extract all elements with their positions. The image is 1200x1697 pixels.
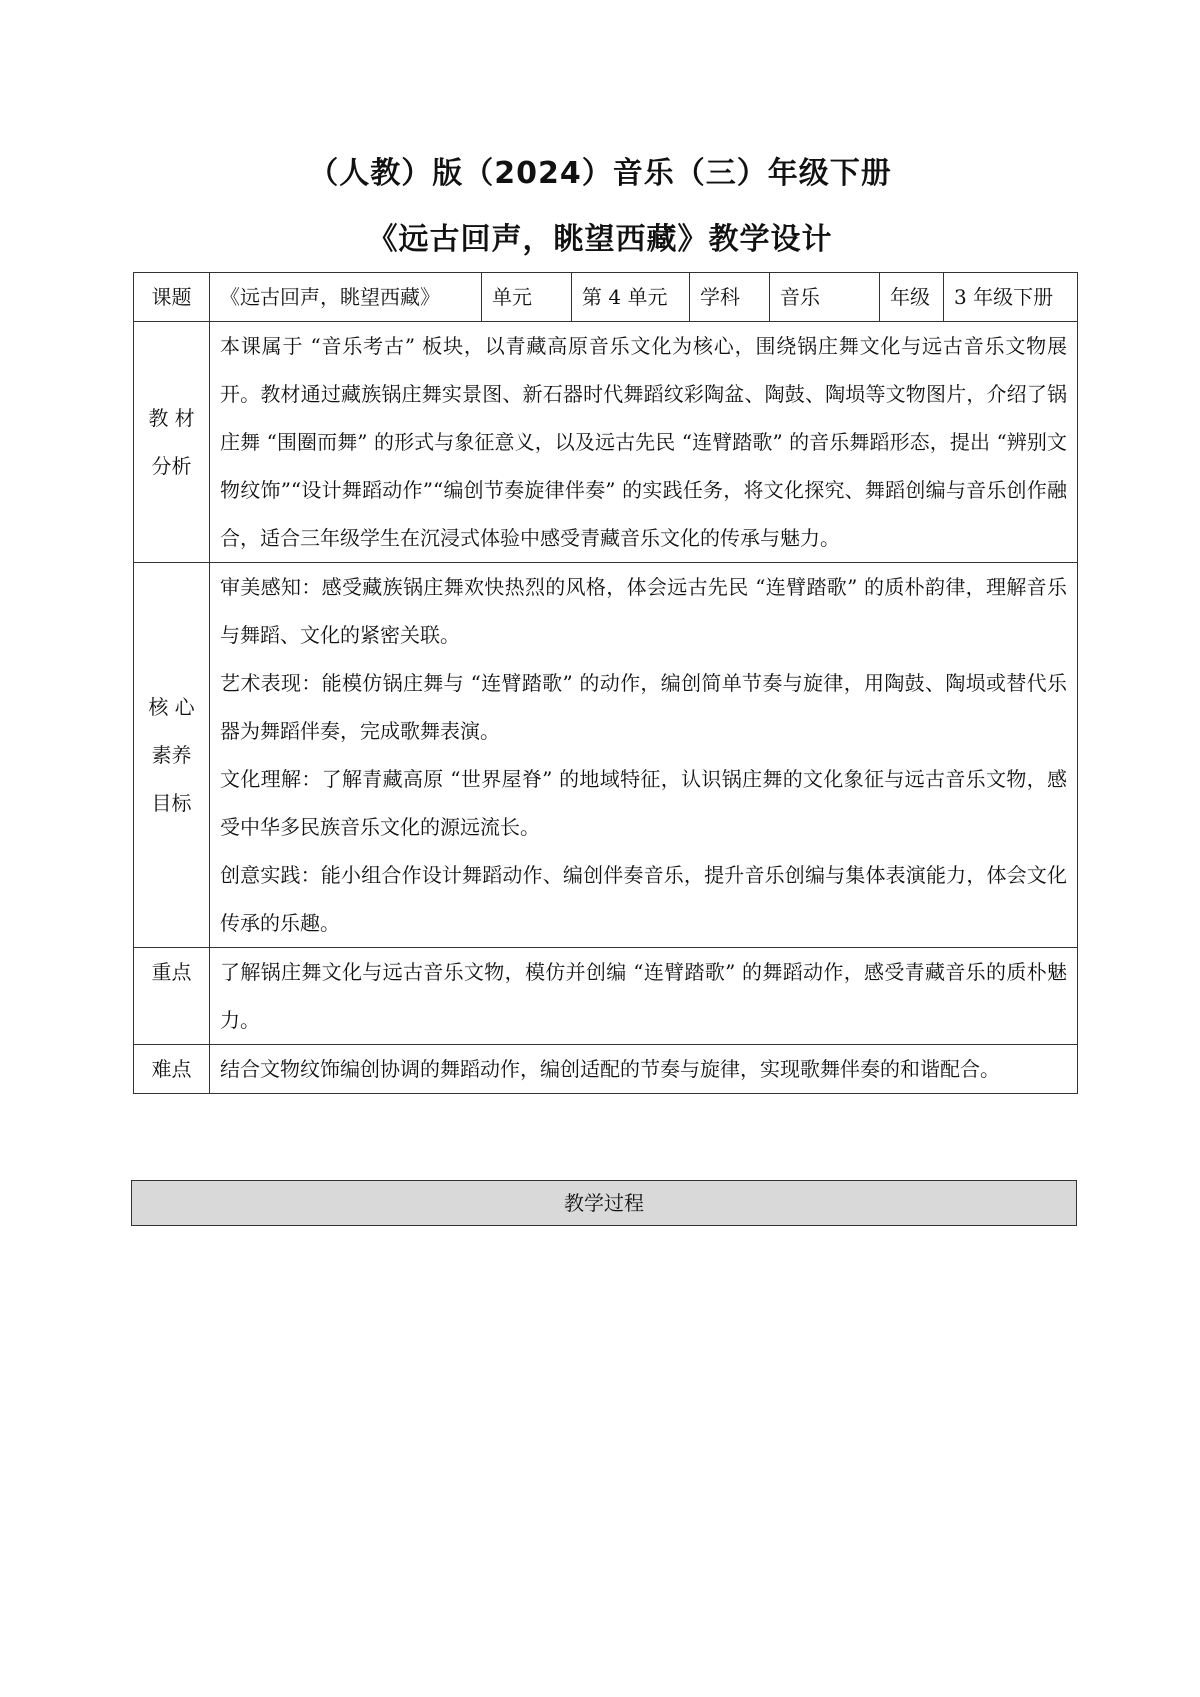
material-analysis-text: 本课属于 “音乐考古” 板块，以青藏高原音乐文化为核心，围绕锅庄舞文化与远古音乐文物展开。教材通过藏族锅庄舞实景图、新石器时代舞蹈纹彩陶盆、陶鼓、陶埙等文物图片，介绍了锅庄舞 “围圈而舞” 的形式与象征意义，以及远古先民 “连臂踏歌” 的音乐舞蹈形态，提出 “辨别文物纹饰”“设计舞蹈动作”“编创节奏旋律伴奏” 的实践任务，将文化探究、舞蹈创编与音乐创作融合，适合三年级学生在沉浸式体验中感受青藏音乐文化的传承与魅力。 xyxy=(210,322,1078,563)
difficulty-text: 结合文物纹饰编创协调的舞蹈动作，编创适配的节奏与旋律，实现歌舞伴奏的和谐配合。 xyxy=(210,1045,1078,1094)
difficulty-label: 难点 xyxy=(134,1045,210,1094)
grade-label: 年级 xyxy=(880,273,944,322)
goal-creative: 创意实践：能小组合作设计舞蹈动作、编创伴奏音乐，提升音乐创编与集体表演能力，体会文化传承的乐趣。 xyxy=(220,863,1067,935)
key-point-text: 了解锅庄舞文化与远古音乐文物，模仿并创编 “连臂踏歌” 的舞蹈动作，感受青藏音乐的质朴魅力。 xyxy=(210,948,1078,1045)
goal-artistic: 艺术表现：能模仿锅庄舞与 “连臂踏歌” 的动作，编创简单节奏与旋律，用陶鼓、陶埙或替代乐器为舞蹈伴奏，完成歌舞表演。 xyxy=(220,671,1067,743)
subject-label: 学科 xyxy=(690,273,770,322)
teaching-process-header: 教学过程 xyxy=(131,1180,1077,1226)
difficulty-row xyxy=(134,1045,1078,1094)
subject-value: 音乐 xyxy=(770,273,880,322)
key-point-row xyxy=(134,948,1078,1045)
doc-title-line2: 《远古回声，眺望西藏》教学设计 xyxy=(367,222,833,257)
core-goals-row xyxy=(134,563,1078,948)
topic-label: 课题 xyxy=(134,273,210,322)
goal-aesthetic: 审美感知：感受藏族锅庄舞欢快热烈的风格，体会远古先民 “连臂踏歌” 的质朴韵律，理解音乐与舞蹈、文化的紧密关联。 xyxy=(220,575,1067,647)
grade-value: 3 年级下册 xyxy=(944,273,1078,322)
doc-title-line1: （人教）版（2024）音乐（三）年级下册 xyxy=(308,156,892,191)
unit-value: 第 4 单元 xyxy=(572,273,690,322)
goal-cultural: 文化理解：了解青藏高原 “世界屋脊” 的地域特征，认识锅庄舞的文化象征与远古音乐文物，感受中华多民族音乐文化的源远流长。 xyxy=(220,767,1067,839)
unit-label: 单元 xyxy=(482,273,572,322)
core-goals-list xyxy=(210,563,1078,948)
topic-value: 《远古回声，眺望西藏》 xyxy=(210,273,482,322)
lesson-plan-table xyxy=(133,272,1078,1094)
material-analysis-label: 教 材 分析 xyxy=(134,322,210,563)
key-point-label: 重点 xyxy=(134,948,210,1045)
material-analysis-row xyxy=(134,322,1078,563)
core-goals-label: 核 心 素养 目标 xyxy=(134,563,210,948)
info-row xyxy=(134,273,1078,322)
